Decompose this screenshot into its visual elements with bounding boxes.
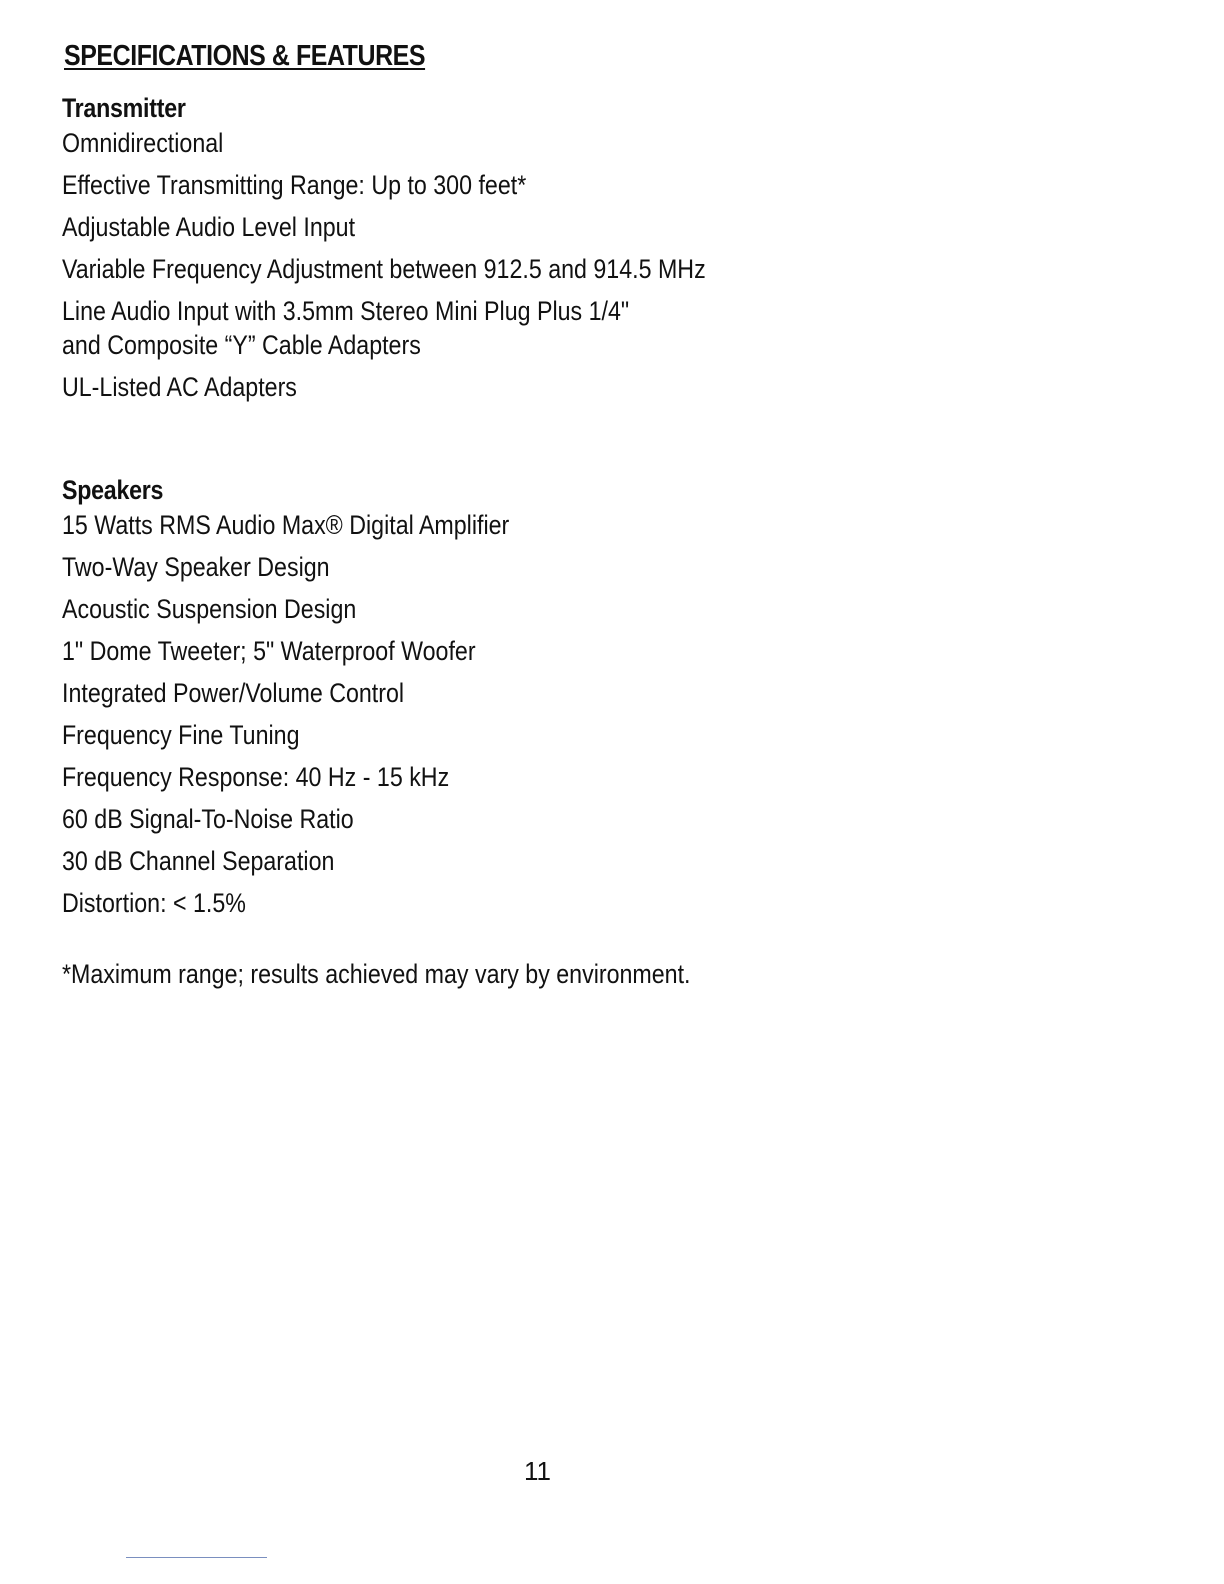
section-heading-transmitter: Transmitter (62, 93, 186, 123)
spec-item: UL-Listed AC Adapters (62, 372, 297, 402)
spec-item: 60 dB Signal-To-Noise Ratio (62, 804, 354, 834)
page-title: SPECIFICATIONS & FEATURES (64, 40, 426, 72)
spec-item: 15 Watts RMS Audio Max® Digital Amplifier (62, 510, 510, 540)
spec-item: Distortion: < 1.5% (62, 888, 246, 918)
speakers-spec-list (62, 508, 582, 920)
spec-item: Line Audio Input with 3.5mm Stereo Mini Plug Plus 1/4" and Composite “Y” Cable Adapters (62, 296, 630, 360)
spec-item: Omnidirectional (62, 128, 224, 158)
bottom-rule (126, 1557, 267, 1558)
spec-item: Two-Way Speaker Design (62, 552, 330, 582)
spec-item: Acoustic Suspension Design (62, 594, 357, 624)
spec-item: 1" Dome Tweeter; 5" Waterproof Woofer (62, 636, 476, 666)
spec-item: Frequency Fine Tuning (62, 720, 300, 750)
transmitter-spec-list (62, 126, 810, 404)
spec-item: Adjustable Audio Level Input (62, 212, 356, 242)
spec-item: Effective Transmitting Range: Up to 300 feet* (62, 170, 527, 200)
spec-item: Variable Frequency Adjustment between 912.5 and 914.5 MHz (62, 254, 706, 284)
section-heading-speakers: Speakers (62, 475, 164, 505)
spec-item: 30 dB Channel Separation (62, 846, 335, 876)
speakers-section (62, 472, 582, 928)
spec-item: Integrated Power/Volume Control (62, 678, 405, 708)
page-number: 11 (524, 1456, 551, 1486)
spec-item: Frequency Response: 40 Hz - 15 kHz (62, 762, 450, 792)
transmitter-section (62, 90, 810, 412)
footnote: *Maximum range; results achieved may vary by environment. (62, 959, 691, 989)
